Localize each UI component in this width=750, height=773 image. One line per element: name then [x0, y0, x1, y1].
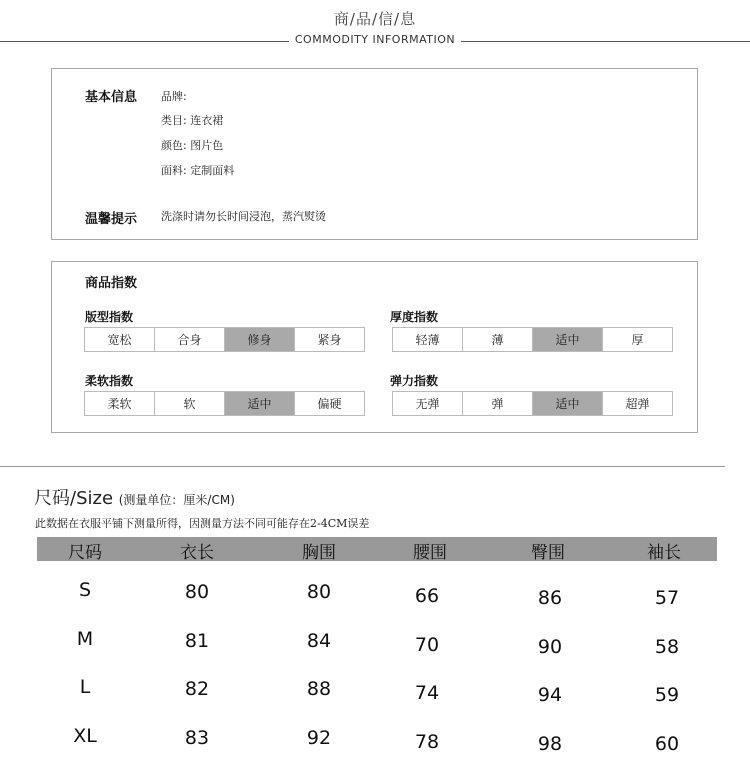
index-softness-label: 柔软指数: [85, 374, 134, 388]
index-option: 宽松: [85, 328, 155, 351]
field-brand: 品牌:: [161, 90, 187, 103]
tip-text: 洗涤时请勿长时间浸泡，蒸汽熨烫: [161, 210, 326, 223]
size-cell: 70: [414, 634, 440, 656]
size-col-header: 腰围: [413, 543, 447, 563]
header-title-en: COMMODITY INFORMATION: [0, 33, 750, 46]
size-cell: S: [78, 579, 92, 601]
index-elasticity-label: 弹力指数: [390, 374, 439, 388]
header-title-cn: 商/品/信/息: [333, 10, 417, 28]
size-title-text: 尺码/Size: [34, 488, 114, 509]
size-col-header: 衣长: [180, 543, 214, 563]
size-cell: 88: [306, 678, 332, 700]
index-option-selected: 适中: [533, 392, 603, 415]
index-option: 紧身: [317, 333, 342, 347]
index-option: 软: [155, 392, 225, 415]
index-thickness-label: 厚度指数: [390, 310, 439, 324]
size-cell: 94: [537, 684, 563, 706]
index-fit-label: 版型指数: [85, 310, 134, 324]
index-option: 厚: [631, 333, 644, 347]
index-elasticity-scale: [392, 391, 673, 416]
field-color: 颜色: 图片色: [161, 139, 224, 152]
size-cell: 57: [654, 587, 680, 609]
index-title: 商品指数: [85, 276, 138, 291]
size-cell: M: [76, 628, 94, 650]
size-cell: 82: [184, 678, 210, 700]
section-divider: [0, 466, 725, 467]
index-option-selected: 修身: [225, 328, 295, 351]
size-col-header: 袖长: [647, 543, 681, 563]
size-cell: 92: [306, 727, 332, 749]
size-cell: 74: [414, 682, 440, 704]
size-cell: 90: [537, 636, 563, 658]
size-cell: 59: [654, 684, 680, 706]
field-fabric: 面料: 定制面料: [161, 164, 235, 177]
field-category: 类目: 连衣裙: [161, 114, 224, 127]
index-option: 弹: [463, 392, 533, 415]
index-option: 无弹: [393, 392, 463, 415]
index-option: 偏硬: [317, 397, 342, 411]
size-cell: 58: [654, 636, 680, 658]
index-option: 柔软: [85, 392, 155, 415]
size-note: 此数据在衣服平铺下测量所得，因测量方法不同可能存在2-4CM误差: [35, 517, 370, 530]
basic-info-box: [51, 68, 698, 240]
index-option-selected: 适中: [533, 328, 603, 351]
size-unit: (测量单位：厘米/CM): [118, 493, 235, 507]
basic-info-label: 基本信息: [85, 90, 138, 105]
size-cell: 66: [414, 585, 440, 607]
size-col-header: 胸围: [302, 543, 336, 563]
index-option: 薄: [463, 328, 533, 351]
index-thickness-scale: [392, 327, 673, 352]
size-col-header: 臀围: [531, 543, 565, 563]
size-cell: 80: [306, 581, 332, 603]
size-cell: 60: [654, 733, 680, 755]
size-cell: 78: [414, 731, 440, 753]
index-fit-scale: [84, 327, 365, 352]
size-title: [34, 484, 235, 510]
index-option: 合身: [155, 328, 225, 351]
tip-label: 温馨提示: [85, 212, 138, 227]
index-softness-scale: [84, 391, 365, 416]
size-cell: XL: [73, 725, 97, 747]
size-col-header: 尺码: [68, 543, 102, 563]
index-option: 轻薄: [393, 328, 463, 351]
size-cell: 86: [537, 587, 563, 609]
index-option: 超弹: [625, 397, 650, 411]
index-option-selected: 适中: [225, 392, 295, 415]
size-cell: L: [79, 676, 91, 698]
size-cell: 81: [184, 630, 210, 652]
size-cell: 84: [306, 630, 332, 652]
size-cell: 98: [537, 733, 563, 755]
size-cell: 80: [184, 581, 210, 603]
size-cell: 83: [184, 727, 210, 749]
